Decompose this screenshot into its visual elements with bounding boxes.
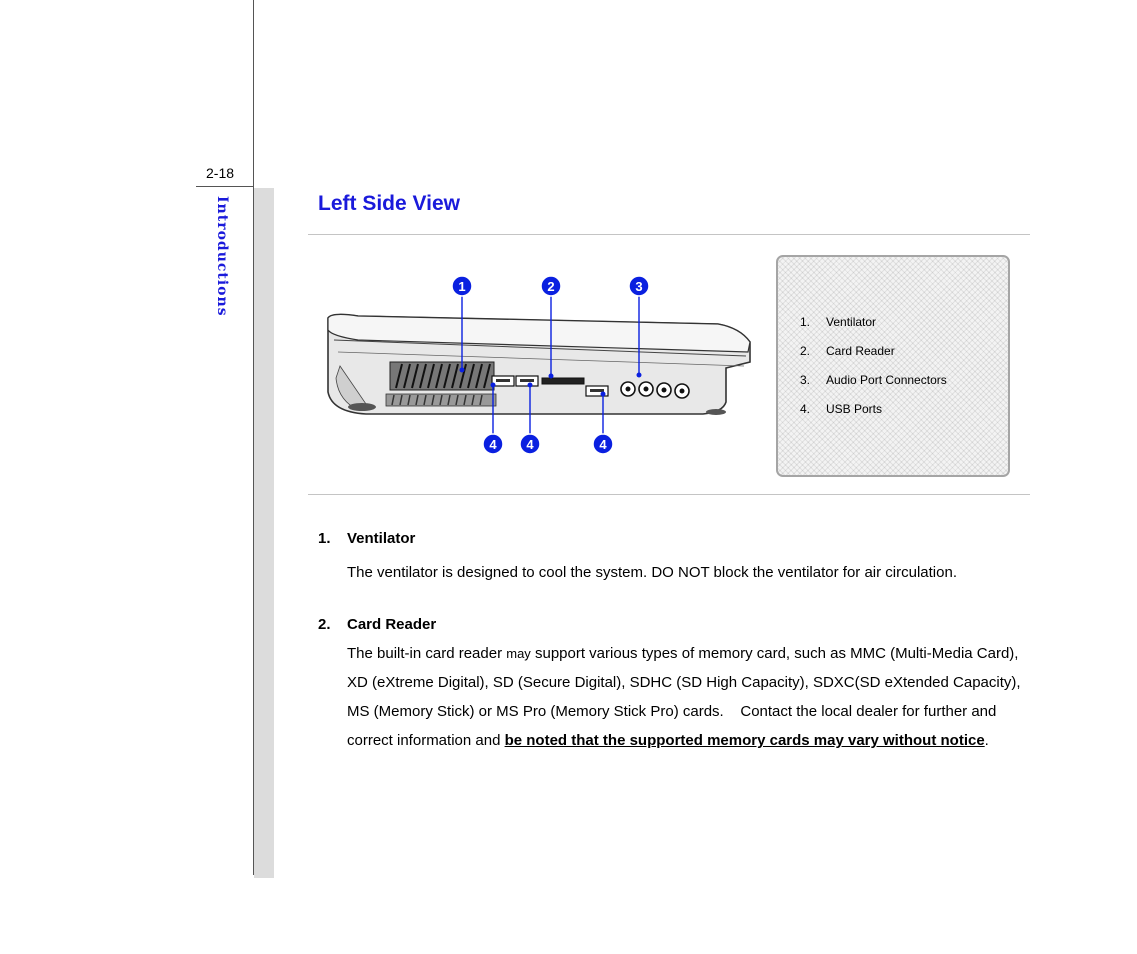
legend-item-number: 4.	[800, 402, 811, 416]
section-card-reader-body	[347, 639, 1023, 755]
callout-marker-usb-1	[483, 434, 503, 454]
laptop-illustration	[318, 270, 758, 470]
legend-item	[800, 402, 947, 431]
legend-item-number: 3.	[800, 373, 811, 387]
section-number: 1.	[318, 530, 331, 547]
legend-item-number: 2.	[800, 344, 811, 358]
callout-marker-audio	[629, 276, 649, 296]
section-title-text: Card Reader	[347, 616, 437, 633]
callout-4a-text: 4	[489, 437, 497, 452]
section-ventilator-body: The ventilator is designed to cool the system. DO NOT block the ventilator for air circulation.	[347, 564, 957, 581]
sidebar-bar	[254, 188, 274, 878]
section-tab	[214, 196, 244, 326]
page-number-rule	[196, 186, 254, 187]
body-text: support various types of memory card, such as MMC (Multi-Media Card), XD (eXtreme Digital), SD (Secure Digital), SDHC (SD High Capacity), SDXC(SD eXtended Capacity), MS (Memory Stick) or MS Pro (Memory Stick Pro) cards. Contact the local dealer for further and correct information and	[347, 645, 1021, 749]
callout-marker-usb-3	[593, 434, 613, 454]
section-label: Introductions	[214, 196, 230, 317]
callout-3-text: 3	[635, 279, 643, 294]
body-text-end: .	[984, 732, 989, 749]
callout-2-text: 2	[547, 279, 555, 294]
callout-marker-usb-2	[520, 434, 540, 454]
divider-top	[308, 234, 1030, 235]
legend-list	[800, 315, 947, 431]
page-number: 2-18	[206, 165, 235, 181]
section-ventilator-title	[318, 530, 415, 547]
section-number: 2.	[318, 616, 331, 633]
divider-bottom	[308, 494, 1030, 495]
body-text: The built-in card reader	[347, 645, 507, 662]
section-card-reader-title	[318, 616, 436, 633]
callout-1-text: 1	[458, 279, 466, 294]
page-title: Left Side View	[318, 192, 460, 215]
legend-item	[800, 344, 947, 373]
legend-item-label: Audio Port Connectors	[826, 373, 947, 387]
legend-item	[800, 315, 947, 344]
body-text-small: may	[506, 646, 531, 661]
callout-marker-ventilator	[452, 276, 472, 296]
legend-item-label: USB Ports	[826, 402, 883, 416]
laptop-left-side-figure	[318, 270, 758, 470]
callout-marker-card-reader	[541, 276, 561, 296]
legend-item	[800, 373, 947, 402]
legend-box	[776, 255, 1010, 477]
callout-4b-text: 4	[526, 437, 534, 452]
callout-4c-text: 4	[599, 437, 607, 452]
section-title-text: Ventilator	[347, 530, 416, 547]
legend-item-label: Card Reader	[826, 344, 895, 358]
body-emphasis: be noted that the supported memory cards may vary without notice	[504, 732, 985, 749]
legend-item-label: Ventilator	[826, 315, 877, 329]
legend-item-number: 1.	[800, 315, 811, 329]
